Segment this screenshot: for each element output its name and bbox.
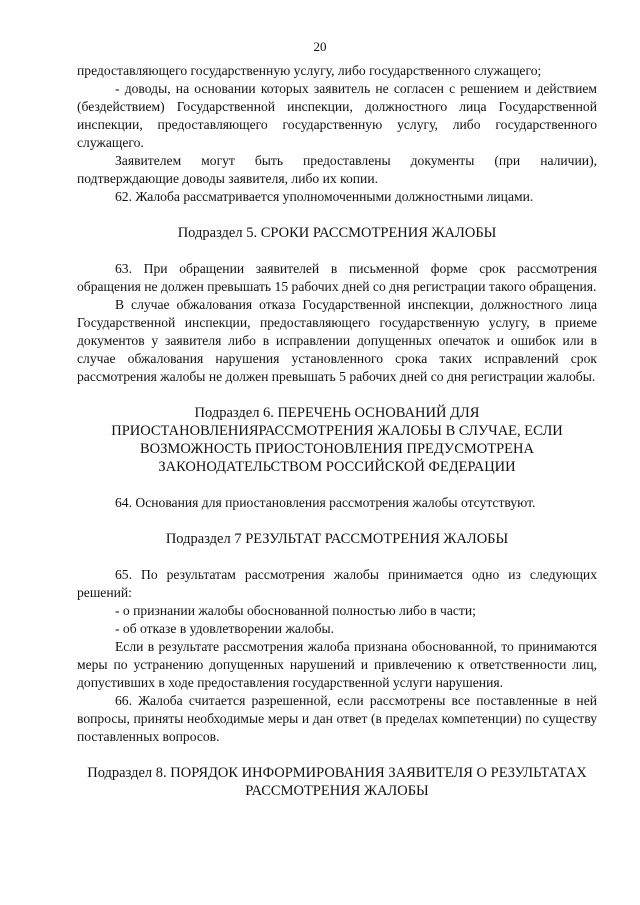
paragraph: Если в результате рассмотрения жалоба признана обоснованной, то принимаются меры по устранению допущенных нарушений и привлечению к ответственности лиц, допустивших в ходе предоставления государственной услуги нарушения.	[77, 639, 597, 690]
section-heading-6: Подраздел 6. ПЕРЕЧЕНЬ ОСНОВАНИЙ ДЛЯ ПРИОСТАНОВЛЕНИЯРАССМОТРЕНИЯ ЖАЛОБЫ В СЛУЧАЕ, ЕСЛИ ВОЗМОЖНОСТЬ ПРИОСТОНОВЛЕНИЯ ПРЕДУСМОТРЕНА ЗАКОНОДАТЕЛЬСТВОМ РОССИЙСКОЙ ФЕДЕРАЦИИ	[111, 405, 563, 475]
paragraph: 63. При обращении заявителей в письменной форме срок рассмотрения обращения не должен превышать 15 рабочих дней со дня регистрации такого обращения.	[77, 261, 597, 294]
section-heading-5: Подраздел 5. СРОКИ РАССМОТРЕНИЯ ЖАЛОБЫ	[177, 225, 497, 241]
paragraph: Заявителем могут быть предоставлены документы (при наличии), подтверждающие доводы заявителя, либо их копии.	[77, 153, 597, 186]
paragraph: 64. Основания для приостановления рассмотрения жалобы отсутствуют.	[115, 495, 536, 510]
paragraph: 62. Жалоба рассматривается уполномоченными должностными лицами.	[115, 189, 534, 204]
paragraph: - о признании жалобы обоснованной полностью либо в части;	[115, 603, 476, 618]
section-heading-7: Подраздел 7 РЕЗУЛЬТАТ РАССМОТРЕНИЯ ЖАЛОБЫ	[165, 531, 509, 547]
paragraph: - доводы, на основании которых заявитель не согласен с решением и действием (бездействием) Государственной инспекции, должностного лица Государственной инспекции, предоставляющего государственную услугу, либо государственного служащего.	[77, 81, 597, 150]
paragraph: 66. Жалоба считается разрешенной, если рассмотрены все поставленные в ней вопросы, приняты необходимые меры и дан ответ (в пределах компетенции) по существу поставленных вопросов.	[77, 693, 597, 744]
paragraph: предоставляющего государственную услугу, либо государственного служащего;	[77, 63, 542, 78]
page-number: 20	[313, 39, 327, 54]
paragraph: - об отказе в удовлетворении жалобы.	[115, 621, 335, 636]
section-heading-8: Подраздел 8. ПОРЯДОК ИНФОРМИРОВАНИЯ ЗАЯВИТЕЛЯ О РЕЗУЛЬТАТАХ РАССМОТРЕНИЯ ЖАЛОБЫ	[87, 765, 587, 799]
document-body	[77, 62, 597, 800]
paragraph: В случае обжалования отказа Государственной инспекции, должностного лица Государственной инспекции, предоставляющего государственную услугу, в приеме документов у заявителя либо в исправлении допущенных опечаток и ошибок или в случае обжалования нарушения установленного срока таких исправлений срок рассмотрения жалобы не должен превышать 5 рабочих дней со дня регистрации жалобы.	[77, 297, 597, 384]
paragraph: 65. По результатам рассмотрения жалобы принимается одно из следующих решений:	[77, 567, 597, 600]
